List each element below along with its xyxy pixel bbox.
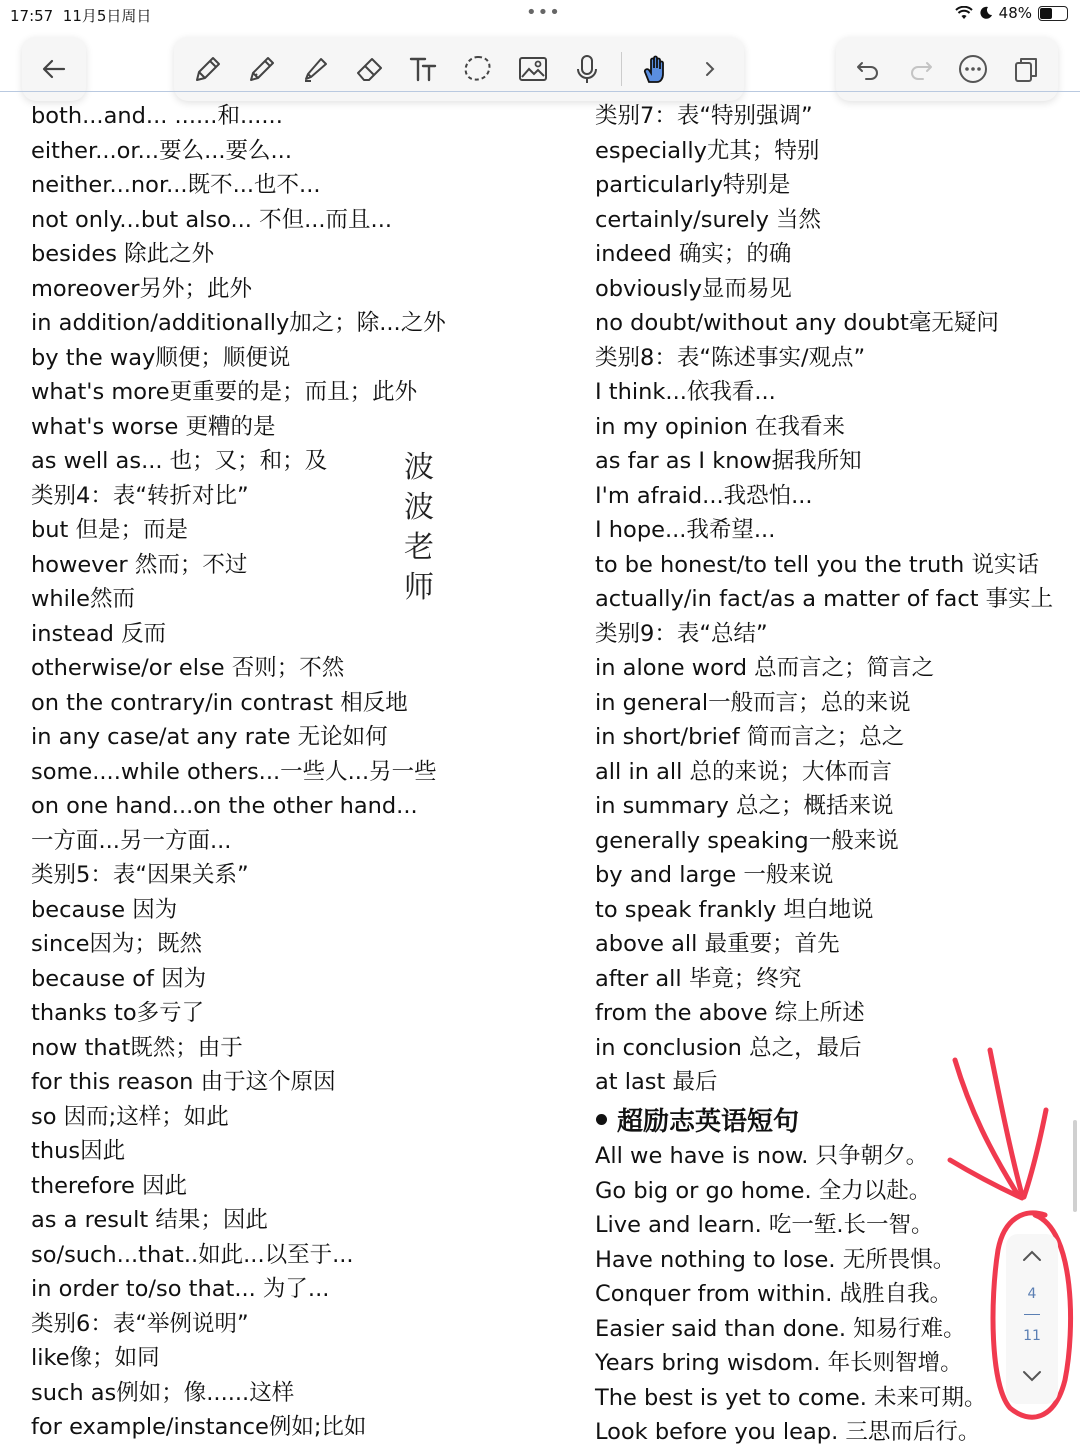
note-line: 类别7：表“特别强调” <box>595 103 813 129</box>
note-line: while然而 <box>31 586 136 612</box>
quote-line: The best is yet to come. 未来可期。 <box>595 1384 987 1411</box>
quote-line: Easier said than done. 知易行难。 <box>595 1315 966 1342</box>
highlighter-icon[interactable] <box>296 49 336 89</box>
hand-icon[interactable] <box>636 49 676 89</box>
note-line: in general一般而言；总的来说 <box>595 689 911 716</box>
status-indicators <box>955 4 1068 22</box>
quote-line: Go big or go home. 全力以赴。 <box>595 1177 932 1204</box>
note-line: from the above 综上所述 <box>595 1000 865 1026</box>
note-line: to speak frankly 坦白地说 <box>595 896 874 923</box>
note-line: no doubt/without any doubt毫无疑问 <box>595 310 999 336</box>
battery-icon <box>1038 6 1068 21</box>
note-line: 类别8：表“陈述事实/观点” <box>595 344 866 371</box>
note-line: certainly/surely 当然 <box>595 206 822 233</box>
note-line: therefore 因此 <box>31 1172 187 1199</box>
note-line: in addition/additionally加之；除...之外 <box>31 310 446 336</box>
note-line: actually/in fact/as a matter of fact 事实上 <box>595 586 1054 612</box>
note-line: as far as I know据我所知 <box>595 448 862 474</box>
note-line: now that既然；由于 <box>31 1034 243 1061</box>
signature-char: 波 <box>404 450 434 485</box>
moon-icon <box>979 6 993 20</box>
note-line: besides 除此之外 <box>31 241 215 267</box>
total-page-count: 11 <box>1023 1328 1041 1344</box>
quote-line: Live and learn. 吃一堑.长一智。 <box>595 1212 934 1238</box>
note-line: in any case/at any rate 无论如何 <box>31 724 388 750</box>
note-line: however 然而；不过 <box>31 551 248 578</box>
note-line: on one hand...on the other hand... <box>31 793 418 819</box>
note-line: such as例如；像......这样 <box>31 1379 295 1406</box>
eraser-icon[interactable] <box>350 49 390 89</box>
battery-percent: 48% <box>998 4 1032 22</box>
note-line: so 因而;这样；如此 <box>31 1103 229 1130</box>
redo-icon[interactable] <box>901 49 941 89</box>
wifi-icon <box>955 6 973 20</box>
note-line: since因为；既然 <box>31 931 202 957</box>
note-line: by and large 一般来说 <box>595 862 834 888</box>
note-line: instead 反而 <box>31 620 167 647</box>
quote-line: Years bring wisdom. 年长则智增。 <box>595 1350 963 1376</box>
image-icon[interactable] <box>513 49 553 89</box>
quote-line: All we have is now. 只争朝夕。 <box>595 1143 929 1169</box>
pages-icon[interactable] <box>1006 49 1046 89</box>
text-icon[interactable] <box>404 49 444 89</box>
quote-line: Look before you leap. 三思而后行。 <box>595 1419 981 1445</box>
note-line: otherwise/or else 否则；不然 <box>31 655 345 681</box>
note-line: what's worse 更糟的是 <box>31 413 276 440</box>
note-line: what's more更重要的是；而且；此外 <box>31 379 418 405</box>
note-line: in summary 总之；概括来说 <box>595 793 894 819</box>
note-line: obviously显而易见 <box>595 275 792 302</box>
quote-line: Have nothing to lose. 无所畏惧。 <box>595 1246 956 1273</box>
note-line: some....while others...一些人...另一些 <box>31 758 437 785</box>
right-notes-column <box>595 99 1053 1100</box>
note-line: for example/instance例如;比如 <box>31 1414 367 1440</box>
note-line: neither...nor...既不...也不... <box>31 172 321 198</box>
note-line: especially尤其；特别 <box>595 137 820 164</box>
page-navigator <box>1006 1234 1058 1404</box>
toolbar-divider <box>621 52 622 86</box>
note-line: I'm afraid...我恐怕... <box>595 482 813 509</box>
note-line: indeed 确实；的确 <box>595 241 792 267</box>
note-line: to be honest/to tell you the truth 说实话 <box>595 551 1039 578</box>
signature-char: 师 <box>404 570 434 605</box>
handwritten-signature <box>402 448 436 608</box>
note-line: not only...but also... 不但...而且... <box>31 206 393 233</box>
note-line: particularly特别是 <box>595 172 791 198</box>
chevron-up-icon[interactable] <box>1020 1244 1044 1268</box>
note-line: above all 最重要；首先 <box>595 931 840 957</box>
pencil-icon[interactable] <box>242 49 282 89</box>
lasso-icon[interactable] <box>458 49 498 89</box>
pen-icon[interactable] <box>188 49 228 89</box>
signature-char: 波 <box>404 490 434 525</box>
note-line: I think...依我看... <box>595 379 776 405</box>
note-line: by the way顺便；顺便说 <box>31 344 291 371</box>
bullet-icon <box>596 1114 607 1125</box>
note-line: as well as... 也；又；和；及 <box>31 448 328 474</box>
note-line: in alone word 总而言之；简言之 <box>595 655 935 681</box>
page-top-edge <box>0 91 1080 92</box>
note-line: because of 因为 <box>31 965 207 992</box>
note-line: thanks to多亏了 <box>31 1000 205 1026</box>
note-line: moreover另外；此外 <box>31 275 252 302</box>
section-heading: 超励志英语短句 <box>596 1101 799 1138</box>
note-line: I hope...我希望... <box>595 517 776 543</box>
note-line: so/such...that..如此...以至于... <box>31 1241 354 1268</box>
note-line: but 但是；而是 <box>31 517 189 543</box>
note-line: either...or...要么...要么... <box>31 137 292 164</box>
note-line: thus因此 <box>31 1138 126 1164</box>
signature-char: 老 <box>404 530 434 565</box>
status-bar <box>0 0 1080 28</box>
undo-icon[interactable] <box>848 49 888 89</box>
quote-line: Conquer from within. 战胜自我。 <box>595 1281 953 1307</box>
multitasking-dots-icon[interactable]: ••• <box>526 2 561 23</box>
current-page-number: 4 <box>1027 1286 1037 1302</box>
note-line: 类别6：表“举例说明” <box>31 1310 249 1337</box>
note-line: all in all 总的来说；大体而言 <box>595 758 893 785</box>
note-line: in order to/so that... 为了... <box>31 1276 330 1302</box>
note-line: on the contrary/in contrast 相反地 <box>31 689 408 716</box>
note-line: at last 最后 <box>595 1069 718 1095</box>
note-line: like像；如同 <box>31 1345 160 1371</box>
note-line: both...and... ......和...... <box>31 103 283 129</box>
note-line: for this reason 由于这个原因 <box>31 1069 336 1095</box>
status-time: 17:57 11月5日周日 <box>10 7 152 25</box>
arrow-left-icon[interactable] <box>34 49 74 89</box>
left-notes-column <box>31 99 446 1445</box>
note-line: 类别9：表“总结” <box>595 620 768 647</box>
scrollbar[interactable] <box>1073 1120 1077 1212</box>
note-line: in conclusion 总之，最后 <box>595 1034 862 1061</box>
chevron-right-icon[interactable] <box>690 49 730 89</box>
note-line: 类别5：表“因果关系” <box>31 862 249 888</box>
quotes-list <box>595 1139 987 1450</box>
note-line: because 因为 <box>31 896 178 923</box>
note-line: in short/brief 简而言之；总之 <box>595 724 905 750</box>
note-line: after all 毕竟；终究 <box>595 965 802 992</box>
more-icon[interactable] <box>953 49 993 89</box>
chevron-down-icon[interactable] <box>1020 1364 1044 1388</box>
note-line: in my opinion 在我看来 <box>595 413 846 440</box>
note-line: as a result 结果；因此 <box>31 1207 268 1233</box>
note-line: generally speaking一般来说 <box>595 827 899 854</box>
page-divider <box>1024 1314 1040 1315</box>
microphone-icon[interactable] <box>567 49 607 89</box>
note-line: 一方面...另一方面... <box>31 827 232 854</box>
note-line: 类别4：表“转折对比” <box>31 482 249 509</box>
